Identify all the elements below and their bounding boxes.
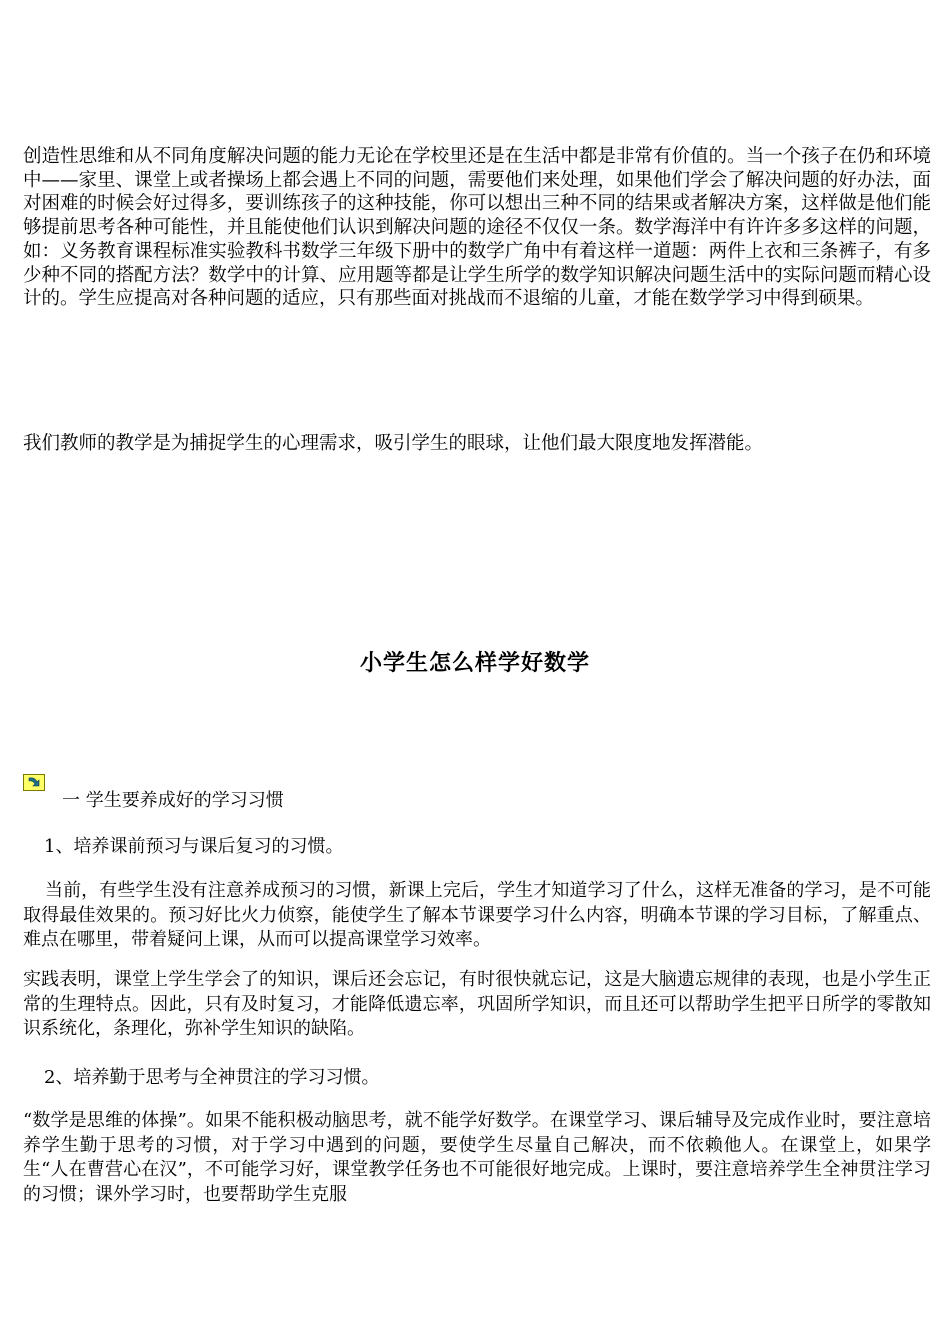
intro-paragraph-1: 创造性思维和从不同角度解决问题的能力无论在学校里还是在生活中都是非常有价值的。当一个孩子在仍和环境中——家里、课堂上或者操场上都会遇上不同的问题，需要他们来处理，如果他们学会了解决问题的好办法，面对困难的时候会好过得多，要训练孩子的这种技能，你可以想出三种不同的结果或者解决方案，这样做是他们能够提前思考各种可能性，并且能使他们认识到解决问题的途径不仅仅一条。数学海洋中有许许多多这样的问题，如：义务教育课程标准实验教科书数学三年级下册中的数学广角中有着这样一道题：两件上衣和三条裤子，有多少种不同的搭配方法？数学中的计算、应用题等都是让学生所学的数学知识解决问题生活中的实际问题而精心设计的。学生应提高对各种问题的适应，只有那些面对挑战而不退缩的儿童，才能在数学学习中得到硕果。 <box>23 146 931 310</box>
arrow-bullet-icon <box>23 774 45 791</box>
article-title: 小学生怎么样学好数学 <box>359 650 590 676</box>
body-paragraph-1: 当前，有些学生没有注意养成预习的习惯，新课上完后，学生才知道学习了什么，这样无准备的学习，是不可能取得最佳效果的。预习好比火力侦察，能使学生了解本节课要学习什么内容，明确本节课的学习目标，了解重点、难点在哪里，带着疑问上课，从而可以提高课堂学习效率。 <box>23 880 931 950</box>
body-paragraph-2: 实践表明，课堂上学生学会了的知识，课后还会忘记，有时很快就忘记，这是大脑遗忘规律的表现，也是小学生正常的生理特点。因此，只有及时复习，才能降低遗忘率，巩固所学知识，而且还可以帮助学生把平日所学的零散知识系统化，条理化，弥补学生知识的缺陷。 <box>23 969 931 1039</box>
body-paragraph-3: “数学是思维的体操”。如果不能积极动脑思考，就不能学好数学。在课堂学习、课后辅导及完成作业时，要注意培养学生勤于思考的习惯，对于学习中遇到的问题，要使学生尽量自己解决，而不依赖他人。在课堂上，如果学生“人在曹营心在汉”，不可能学习好，课堂教学任务也不可能很好地完成。上课时，要注意培养学生全神贯注学习的习惯；课外学习时，也要帮助学生克服 <box>23 1110 931 1205</box>
subheading-1: 1、培养课前预习与课后复习的习惯。 <box>44 836 344 857</box>
subheading-2: 2、培养勤于思考与全神贯注的学习习惯。 <box>44 1067 380 1088</box>
intro-paragraph-2: 我们教师的教学是为捕捉学生的心理需求，吸引学生的眼球，让他们最大限度地发挥潜能。 <box>23 433 764 454</box>
section-heading: 一 学生要养成好的学习习惯 <box>62 790 284 811</box>
